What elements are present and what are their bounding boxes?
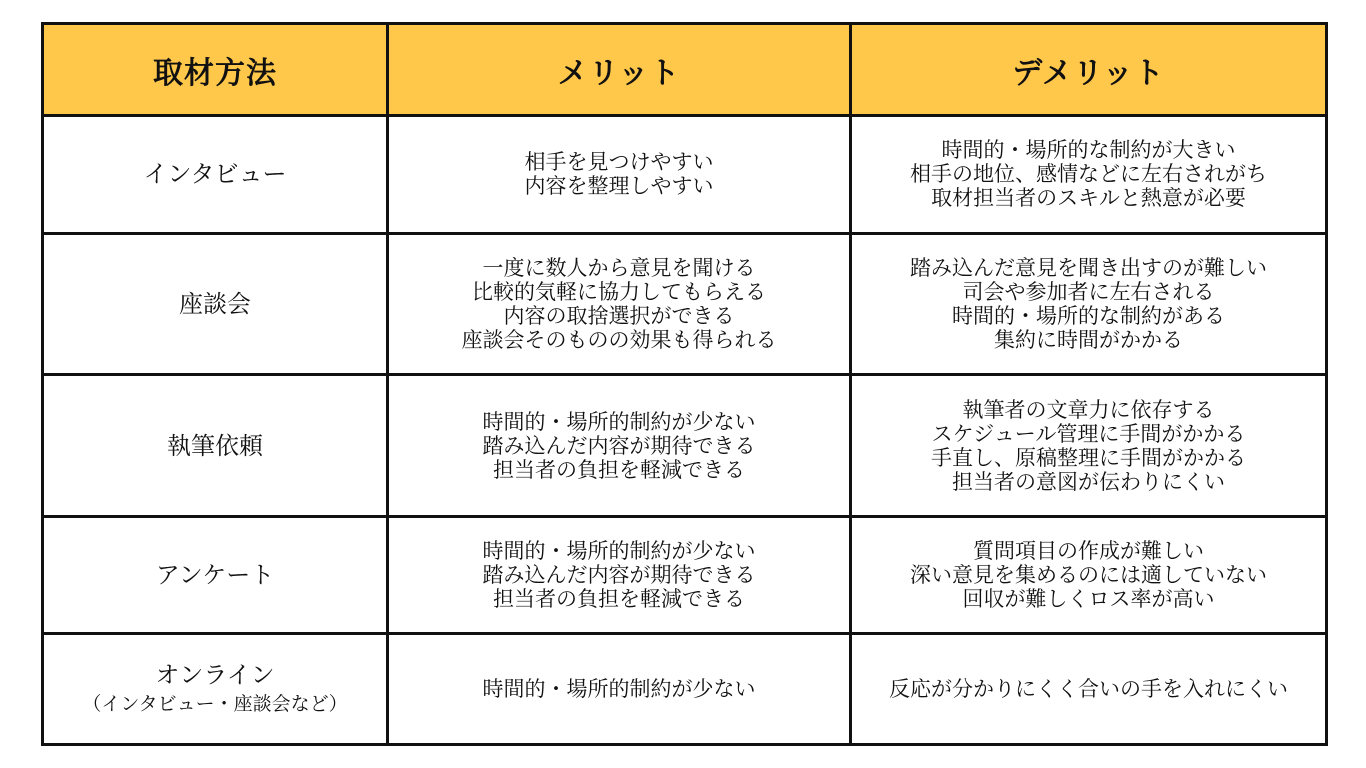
demerits-cell <box>851 634 1327 745</box>
merits-cell <box>388 116 851 234</box>
demerit-line: 時間的・場所的な制約が大きい <box>941 138 1236 163</box>
table-row <box>43 375 1327 517</box>
merit-line: 相手を見つけやすい <box>524 150 714 175</box>
demerit-line: 質問項目の作成が難しい <box>973 539 1204 564</box>
header-merits: メリット <box>388 24 851 116</box>
merit-line: 担当者の負担を軽減できる <box>493 457 745 482</box>
demerit-line: 集約に時間がかかる <box>994 327 1183 352</box>
demerits-cell <box>851 116 1327 234</box>
merit-line: 踏み込んだ内容が期待できる <box>482 563 756 588</box>
method-name: オンライン <box>155 661 275 690</box>
merit-line: 担当者の負担を軽減できる <box>493 587 745 612</box>
table-row <box>43 116 1327 234</box>
demerit-line: 担当者の意図が伝わりにくい <box>952 469 1225 494</box>
merits-cell <box>388 516 851 634</box>
method-name: 執筆依頼 <box>167 431 263 460</box>
method-cell <box>43 116 388 234</box>
table-row <box>43 516 1327 634</box>
method-cell <box>43 233 388 375</box>
merit-line: 時間的・場所的制約が少ない <box>482 409 756 434</box>
demerit-line: 時間的・場所的な制約がある <box>952 303 1225 328</box>
demerit-line: 深い意見を集めるのには適していない <box>910 563 1267 588</box>
demerits-cell <box>851 516 1327 634</box>
demerits-cell <box>851 375 1327 517</box>
method-note: （インタビュー・座談会など） <box>82 693 348 716</box>
merit-line: 一度に数人から意見を聞ける <box>482 255 756 280</box>
demerit-line: 司会や参加者に左右される <box>962 279 1215 304</box>
merit-line: 内容の取捨選択ができる <box>503 303 735 328</box>
merit-line: 比較的気軽に協力してもらえる <box>472 279 766 304</box>
header-row <box>43 24 1327 116</box>
merit-line: 時間的・場所的制約が少ない <box>482 539 756 564</box>
merit-line: 時間的・場所的制約が少ない <box>482 677 756 702</box>
demerit-line: スケジュール管理に手間がかかる <box>931 421 1246 446</box>
demerit-line: 取材担当者のスキルと熱意が必要 <box>931 186 1246 211</box>
table-row <box>43 233 1327 375</box>
header-demerits: デメリット <box>851 24 1327 116</box>
header-method: 取材方法 <box>43 24 388 116</box>
comparison-table-container <box>41 22 1325 746</box>
merits-cell <box>388 233 851 375</box>
method-name: 座談会 <box>179 289 251 318</box>
merit-line: 内容を整理しやすい <box>524 174 714 199</box>
table-row <box>43 634 1327 745</box>
demerit-line: 手直し、原稿整理に手間がかかる <box>931 445 1246 470</box>
demerits-cell <box>851 233 1327 375</box>
merit-line: 踏み込んだ内容が期待できる <box>482 433 756 458</box>
method-cell <box>43 516 388 634</box>
method-name: インタビュー <box>143 160 287 189</box>
method-cell <box>43 375 388 517</box>
merit-line: 座談会そのものの効果も得られる <box>461 327 777 352</box>
demerit-line: 回収が難しくロス率が高い <box>962 587 1215 612</box>
demerit-line: 反応が分かりにくく合いの手を入れにくい <box>889 677 1288 702</box>
demerit-line: 執筆者の文章力に依存する <box>962 397 1215 422</box>
merits-cell <box>388 375 851 517</box>
comparison-table <box>41 22 1328 746</box>
method-cell <box>43 634 388 745</box>
merits-cell <box>388 634 851 745</box>
method-name: アンケート <box>155 561 275 590</box>
demerit-line: 踏み込んだ意見を聞き出すのが難しい <box>910 255 1267 280</box>
demerit-line: 相手の地位、感情などに左右されがち <box>910 162 1267 187</box>
